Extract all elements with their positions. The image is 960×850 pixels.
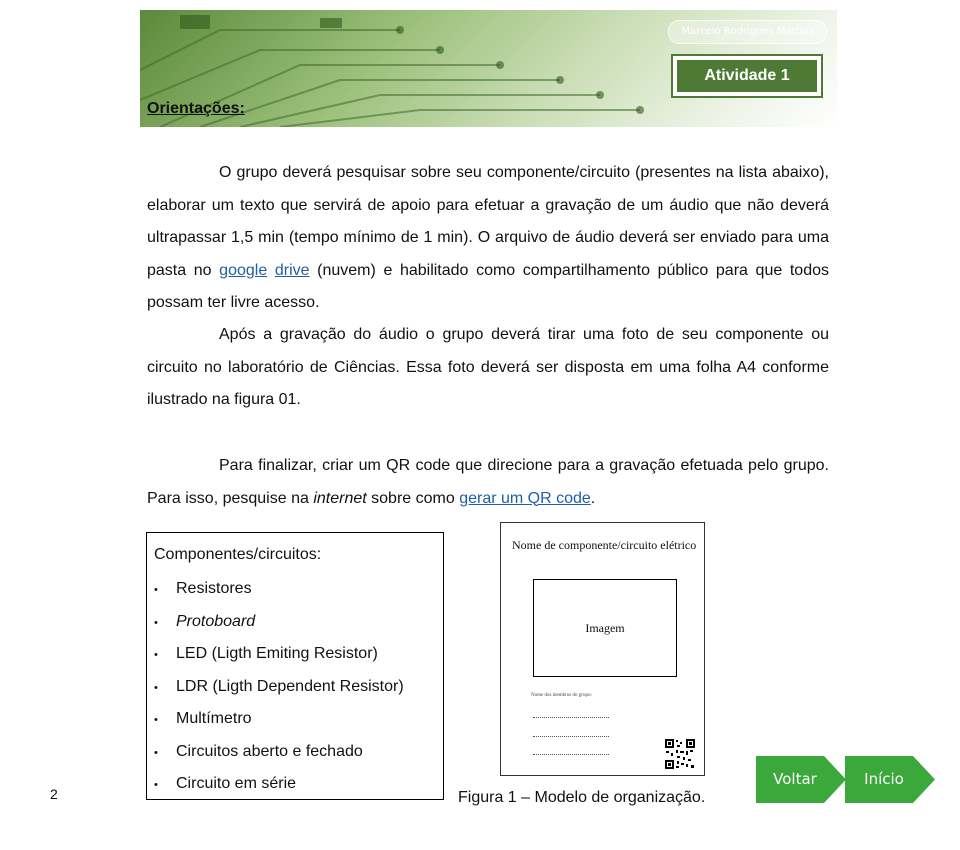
model-members-note: Nome dos membros do grupo:: [531, 693, 592, 698]
paragraph-2-text: Após a gravação do áudio o grupo deverá tirar uma foto de seu componente ou circuito no laboratório de Ciências. Essa foto deverá ser disposta em uma folha A4 conforme ilustrado na figura 01.: [147, 326, 829, 408]
page-number: 2: [50, 786, 58, 802]
qr-code-link[interactable]: gerar um QR code: [459, 489, 591, 507]
list-item: • LDR (Ligth Dependent Resistor): [154, 671, 404, 704]
list-item: • Multímetro: [154, 703, 404, 736]
model-image-label: Imagem: [585, 620, 625, 635]
bullet-icon: •: [154, 616, 158, 629]
google-link[interactable]: google: [219, 261, 268, 279]
internet-word: internet: [313, 489, 367, 507]
drive-link[interactable]: drive: [274, 261, 310, 279]
model-sheet: [500, 522, 705, 776]
list-item: • LED (Ligth Emiting Resistor): [154, 638, 404, 671]
model-title: Nome de componente/circuito elétrico: [512, 538, 697, 552]
paragraph-1-text-end: (nuvem) e habilitado como compartilhamento público para que todos possam ter livre acesso.: [147, 261, 829, 311]
bullet-icon: •: [154, 649, 158, 661]
back-button[interactable]: [756, 756, 846, 803]
components-box: [146, 532, 444, 800]
bullet-icon: •: [154, 584, 158, 596]
home-button-label: Início: [864, 770, 904, 788]
activity-label: [671, 54, 825, 100]
components-title: Componentes/circuitos:: [154, 546, 322, 563]
paragraph-3-text-end: .: [590, 489, 596, 507]
model-line: [533, 736, 609, 737]
back-button-label: Voltar: [773, 770, 817, 788]
bullet-icon: •: [154, 779, 158, 791]
model-image-placeholder: [533, 579, 677, 677]
list-item: • Circuito em série: [154, 768, 404, 801]
model-line: [533, 717, 609, 718]
qr-code-icon: [665, 739, 695, 769]
paragraph-1-text: O grupo deverá pesquisar sobre seu componente/circuito (presentes na lista abaixo), elaborar um texto que servirá de apoio para efetuar a gravação de um áudio que não deverá ultrapassar 1,5 min (tempo mínimo de 1 min). O arquivo de áudio deverá ser enviado para uma pasta no: [147, 164, 829, 279]
figure-caption: Figura 1 – Modelo de organização.: [458, 789, 706, 806]
paragraph-3-text: Para finalizar, criar um QR code que direcione para a gravação efetuada pelo grupo. Para isso, pesquise na: [147, 457, 829, 507]
paragraph-3: [147, 450, 829, 515]
paragraph-2: [147, 319, 829, 417]
list-item: • Resistores: [154, 573, 404, 606]
author-badge: Marcelo Rodrigues Martins: [668, 20, 827, 44]
bullet-icon: •: [154, 714, 158, 726]
home-button[interactable]: [845, 756, 935, 803]
orientations-heading: Orientações:: [147, 100, 245, 117]
activity-title: Atividade 1: [677, 60, 817, 92]
model-line: [533, 754, 609, 755]
paragraph-1: [147, 157, 829, 320]
list-item: • Circuitos aberto e fechado: [154, 736, 404, 769]
list-item: • Protoboard: [154, 606, 404, 639]
bullet-icon: •: [154, 681, 158, 694]
components-list: [154, 573, 404, 801]
bullet-icon: •: [154, 746, 158, 759]
paragraph-3-text-mid: sobre como: [366, 489, 460, 507]
